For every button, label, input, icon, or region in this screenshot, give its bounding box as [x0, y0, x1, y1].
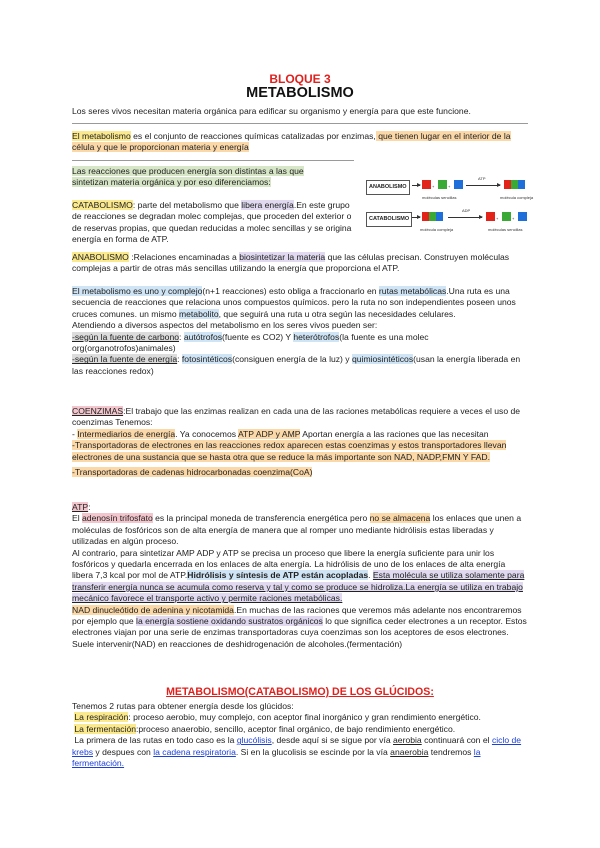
molecule-square: [422, 212, 429, 221]
respiration-text: : proceso aerobio, muy complejo, con aceptor final inorgánico y gran rendimiento energético.: [128, 712, 481, 723]
molecule-square: [504, 180, 511, 189]
krebs-cycle-link[interactable]: ciclo de krebs: [72, 735, 522, 757]
arrow-icon: [466, 185, 500, 186]
glycolysis-link[interactable]: glucólisis: [236, 735, 272, 746]
coenzyme-item-electrons: [72, 440, 528, 463]
routes-highlight: El metabolismo es uno y complejo: [72, 286, 203, 296]
dash: -: [72, 428, 78, 439]
molecule-square: [454, 180, 463, 189]
autotrophs-term: autótrofos: [183, 331, 223, 342]
coa-text: -Transportadoras de cadenas hidrocarbonadas coenzima(CoA): [72, 467, 313, 478]
arrow-icon: [448, 217, 482, 218]
adp-label: ADP: [462, 208, 471, 213]
carbon-source-label: -según la fuente de carbono: [72, 331, 180, 342]
nad-text-rest: lo que significa ceder electrones a un receptor. Estos electrones viajan por una serie de enzimas transportadoras cuya coenzimas son los aceptores de esos electrones. Suele intervenir(NAD) en reacciones de deshidrogenación de alcoholes.(fermentación): [72, 616, 527, 649]
adenosine-term: adenosín trifosfato: [82, 513, 153, 524]
anabolism-paragraph: [72, 252, 528, 275]
anabolism-text-rest: que las células precisan. Construyen moléculas complejas a partir de otras más sencillas utilizando la energía que proporciona el ATP.: [72, 252, 510, 274]
summary-text: , desde aquí si se sigue por vía: [271, 735, 394, 746]
catabolism-paragraph: [72, 200, 357, 246]
carbon-text: (fuente es CO2) Y: [222, 331, 294, 342]
coupled-highlight: Hidrólisis y síntesis de ATP están acopladas: [187, 570, 369, 581]
definition-highlight: que tienen lugar en el interior de la célula y que le proporcionan materia y energía: [72, 131, 511, 153]
nad-text: .En muchas de las raciones que veremos más adelante nos encontraremos por ejemplo que: [72, 604, 522, 627]
divider: [72, 123, 528, 124]
arrow-icon: [412, 217, 420, 218]
diagram-caption: molécula compleja: [500, 195, 534, 200]
diagram-caption: molécula compleja: [420, 227, 454, 232]
catabolism-text: : parte del metabolismo que: [132, 200, 242, 210]
sep: .: [368, 570, 373, 581]
atp-text: los enlaces que unen a moléculas de fosfóricos son de alta energía de manera que al romper uno mediante hidrólisis estas liberadas y utilizadas en algún proceso.: [72, 513, 522, 547]
catabolism-term: CATABOLISMO: [72, 200, 133, 210]
coenzyme-item-energy: [72, 429, 528, 440]
atp-synthesis-text: Al contrario, para sintetizar AMP ADP y ATP se precisa un proceso que libere la energía suficiente para unir los fosfóricos y quedarla encerrada en los enlaces de alta energía. La hidrólisis de uno de los enlaces de alta energía libera 7,3 kcal por mol de ATP.: [72, 547, 506, 581]
item-text-rest: Aportan energía a las raciones que las necesitan: [300, 428, 489, 439]
reactions-intro-text: Las reacciones que producen energía son distintas a las que sintetizan materia orgánica y por eso diferenciamos:: [72, 166, 304, 188]
respiration-term: La respiración: [74, 712, 129, 723]
molecule-square: [436, 212, 443, 221]
molecule-square: [502, 212, 511, 221]
routes-term: rutas metabólicas: [378, 286, 447, 296]
sep: :: [179, 331, 184, 342]
summary-text: La primera de las rutas en todo caso es la: [74, 735, 237, 746]
metabolism-diagram: ANABOLISMO + + ATP moléculas sencillas molécula compleja CATABOLISMO ADP + + molécula compleja moléculas sencillas: [362, 170, 532, 250]
carbon-text-rest: (la fuente es una molec org(organotrofos)animales): [72, 331, 429, 354]
electron-transport-text: -Transportadoras de electrones en las reacciones redox aparecen estas coenzimas y estos transportadores llevan electrones de una sustancia que se hasta otra que se reduce la más importante son: [72, 440, 507, 462]
metabolism-definition: [72, 131, 528, 154]
divider: [72, 160, 354, 161]
glucids-section: [72, 701, 528, 769]
molecule-square: [518, 180, 525, 189]
molecule-square: [511, 180, 518, 189]
glucids-intro: Tenemos 2 rutas para obtener energía desde los glúcidos:: [72, 701, 294, 711]
coenzymes-text: :El trabajo que las enzimas realizan en cada una de las raciones metabólicas requiere a veces el uso de coenzimas Tenemos:: [72, 406, 521, 428]
diagram-caption: moléculas sencillas: [422, 195, 457, 200]
energy-intermediaries: Intermediarios de energía: [77, 428, 176, 439]
metabolite-term: metabolito: [178, 308, 219, 319]
diagram-label-top: ANABOLISMO: [366, 180, 410, 195]
criteria-intro: Atendiendo a diversos aspectos del metabolismo en los seres vivos pueden ser:: [72, 320, 378, 331]
routes-text: , que seguirá una ruta u otra según las necesidades celulares.: [218, 308, 456, 319]
energy-text: (consiguen energía de la luz) y: [232, 354, 352, 365]
molecule-square: [486, 212, 495, 221]
molecule-square: [422, 180, 431, 189]
atp-label: ATP: [478, 176, 486, 181]
catabolism-highlight: libera energía: [241, 200, 294, 210]
intro-text: Los seres vivos necesitan materia orgánica para edificar su organismo y energía para que este funcione.: [72, 106, 471, 116]
chemosynthetic-term: quimiosintéticos: [351, 354, 414, 365]
energy-text-rest: (usan la energía liberada en las reacciones redox): [72, 354, 521, 376]
atp-section: [72, 502, 528, 650]
nad-term: NAD dinucleótido de adenina y nicotamida: [72, 604, 234, 615]
anabolism-term: ANABOLISMO: [72, 252, 129, 262]
arrow-icon: [412, 185, 420, 186]
atp-adp-amp: ATP ADP y AMP: [237, 428, 301, 439]
photosynthetic-term: fotosintéticos: [181, 354, 233, 365]
catabolism-text-rest: .En este grupo de reacciones se degradan molec complejas, que proceden del exterior o de reservas propias, que quedan reducidas a molec sencillas y se origina energía en forma de ATP.: [72, 200, 352, 245]
heterotrophs-term: heterótrofos: [293, 331, 340, 342]
fermentation-link[interactable]: la fermentación.: [72, 746, 481, 769]
routes-text: .Una ruta es una secuencia de reacciones que relaciona unos compuestos químicos. pero la ruta no son independientes poseen unos cruces comunes. un mismo: [72, 286, 516, 319]
anabolism-highlight: biosintetizar la materia: [239, 252, 326, 262]
atp-usage-highlight: Esta molécula se utiliza solamente para transferir energía nunca se acumula como reserva y tal y como se produce se hidroliza.La energía se utiliza en trabajo mecánico favorece el transporte activo y permite raciones metabólicas.: [72, 570, 525, 604]
colon: :: [88, 502, 91, 512]
atp-synthesis-paragraph: [72, 548, 528, 605]
respiration-line: [72, 712, 528, 723]
block-number: BLOQUE 3: [269, 72, 331, 86]
molecule-square: [438, 180, 447, 189]
molecule-square: [429, 212, 436, 221]
nad-list: NAD, NADP,FMN Y FAD.: [394, 451, 490, 462]
sep: :: [177, 354, 182, 365]
summary-text: y despues con: [93, 746, 154, 757]
atp-text: El: [72, 513, 83, 524]
carbon-source-line: [72, 332, 528, 355]
coenzymes-section: [72, 406, 528, 478]
diagram-caption: moléculas sencillas: [488, 227, 523, 232]
item-text: . Ya conocemos: [175, 428, 238, 439]
atp-paragraph: [72, 513, 528, 547]
anaerobic-term: anaerobia: [390, 746, 429, 757]
oxidation-highlight: la energía sostiene oxidando sustratos orgánicos: [136, 616, 323, 627]
molecule-square: [518, 212, 527, 221]
fermentation-text: :proceso anaerobio, sencillo, aceptor final orgánico, de bajo rendimiento energético.: [136, 723, 456, 734]
routes-paragraph: [72, 286, 528, 377]
energy-source-label: -según la fuente de energía: [72, 354, 178, 365]
respiratory-chain-link[interactable]: la cadena respiratoria: [153, 746, 236, 757]
definition-term: El metabolismo: [72, 131, 131, 141]
anabolism-text: :Relaciones encaminadas a: [128, 252, 240, 262]
energy-source-line: [72, 354, 528, 377]
section-title-glucids: METABOLISMO(CATABOLISMO) DE LOS GLÚCIDOS:: [166, 686, 434, 698]
routes-summary: [72, 735, 528, 769]
page-title: METABOLISMO: [246, 85, 354, 101]
fermentation-line: [72, 724, 528, 735]
atp-term: ATP: [72, 502, 89, 512]
reactions-intro: [72, 166, 322, 189]
coenzyme-item-coa: [72, 467, 528, 478]
routes-text: (n+1 reacciones) esto obliga a fraccionarlo en: [202, 286, 379, 296]
definition-text: es el conjunto de reacciones químicas catalizadas por enzimas,: [130, 131, 376, 141]
summary-text: continuará con el: [421, 735, 492, 746]
diagram-label-bottom: CATABOLISMO: [366, 212, 412, 227]
fermentation-term: La fermentación: [74, 723, 137, 734]
summary-text: . Si en la glucolisis se escinde por la vía: [235, 746, 391, 757]
summary-text: tendremos: [428, 746, 474, 757]
atp-text: es la principal moneda de transferencia energética pero: [152, 513, 370, 524]
aerobic-term: aerobia: [393, 735, 422, 746]
not-stored-highlight: no se almacena: [369, 513, 431, 524]
coenzymes-term: COENZIMAS: [72, 406, 124, 416]
nad-paragraph: [72, 605, 528, 651]
